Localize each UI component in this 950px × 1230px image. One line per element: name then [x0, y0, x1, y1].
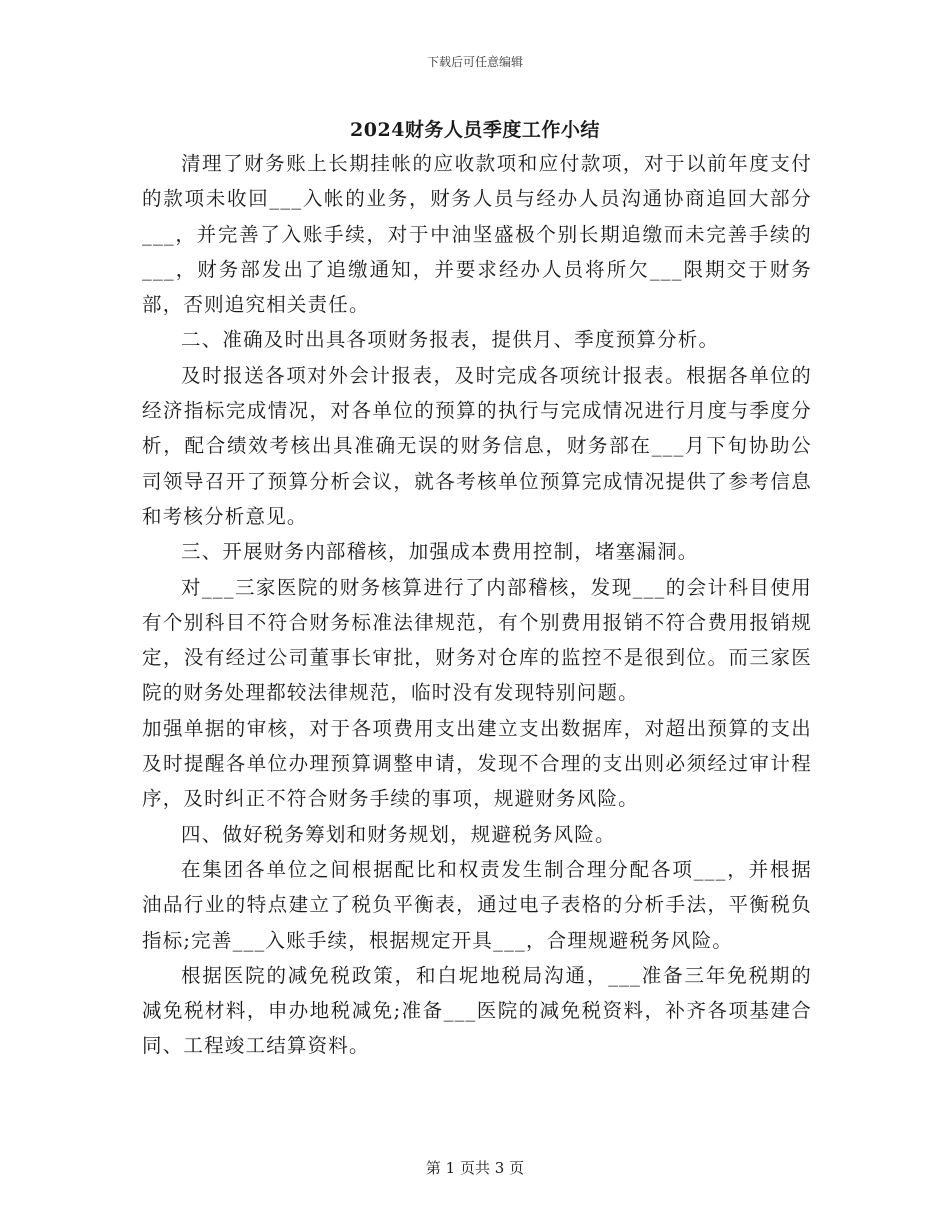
paragraph-3: 对___三家医院的财务核算进行了内部稽核，发现___的会计科目使用有个别科目不符合财务标准法律规范，有个别费用报销不符合费用报销规定，没有经过公司董事长审批，财务对仓库的监控不是很到位。而三家医院的财务处理都较法律规范，临时没有发现特别问题。 [142, 575, 812, 705]
section-heading-3: 三、开展财务内部稽核，加强成本费用控制，堵塞漏洞。 [181, 540, 699, 564]
paragraph-2: 及时报送各项对外会计报表，及时完成各项统计报表。根据各单位的经济指标完成情况，对各单位的预算的执行与完成情况进行月度与季度分析，配合绩效考核出具准确无误的财务信息，财务部在___月下旬协助公司领导召开了预算分析会议，就各考核单位预算完成情况提供了参考信息和考核分析意见。 [142, 363, 812, 528]
document-title: 2024财务人员季度工作小结 [350, 119, 600, 141]
document-body [142, 146, 812, 1064]
paragraph-5: 在集团各单位之间根据配比和权责发生制合理分配各项___，并根据油品行业的特点建立了税负平衡表，通过电子表格的分析手法，平衡税负指标;完善___入账手续，根据规定开具___，合理规避税务风险。 [142, 857, 812, 952]
section-heading-4: 四、做好税务筹划和财务规划，规避税务风险。 [181, 822, 616, 846]
section-heading-2: 二、准确及时出具各项财务报表，提供月、季度预算分析。 [181, 328, 720, 352]
paragraph-4: 加强单据的审核，对于各项费用支出建立支出数据库，对超出预算的支出及时提醒各单位办理预算调整申请，发现不合理的支出则必须经过审计程序，及时纠正不符合财务手续的事项，规避财务风险。 [142, 716, 812, 811]
paragraph-1: 清理了财务账上长期挂帐的应收款项和应付款项，对于以前年度支付的款项未收回___入帐的业务，财务人员与经办人员沟通协商追回大部分___，并完善了入账手续，对于中油坚盛极个别长期追缴而未完善手续的___，财务部发出了追缴通知，并要求经办人员将所欠___限期交于财务部，否则追究相关责任。 [142, 152, 812, 317]
header-note: 下载后可任意编辑 [426, 55, 523, 69]
page-number: 第 1 页共 3 页 [425, 1159, 525, 1177]
paragraph-6: 根据医院的减免税政策，和白坭地税局沟通，___准备三年免税期的减免税材料，申办地税减免;准备___医院的减免税资料，补齐各项基建合同、工程竣工结算资料。 [142, 963, 812, 1058]
